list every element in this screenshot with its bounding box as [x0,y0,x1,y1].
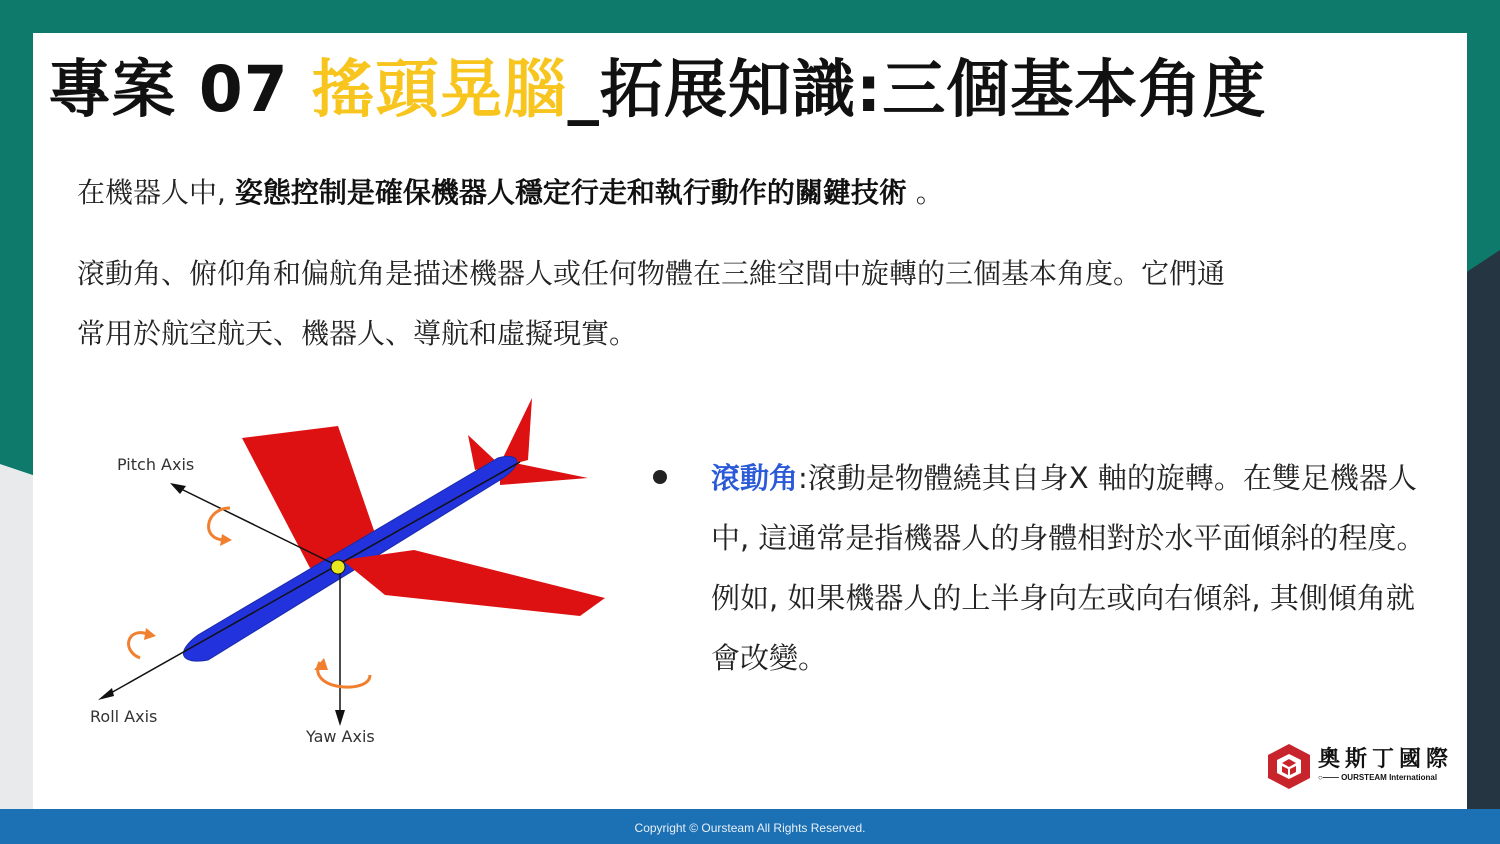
roll-axis-label: Roll Axis [90,707,158,726]
logo-chinese-name: 奧斯丁國際 [1318,747,1454,772]
intro-suffix: 。 [906,176,944,209]
angles-paragraph-line2: 常用於航空航天、機器人、導航和虛擬現實。 [77,317,638,350]
title-highlight: 搖頭晃腦 [311,53,568,126]
copyright-text: Copyright © Oursteam All Rights Reserved. [634,820,866,835]
pitch-axis-label: Pitch Axis [117,455,195,474]
roll-angle-description: :滾動是物體繞其自身X 軸的旋轉。在雙足機器人中, 這通常是指機器人的身體相對於水平面傾斜的程度。例如, 如果機器人的上半身向左或向右傾斜, 其側傾角就會改變。 [711,461,1426,675]
roll-rotation-arrowhead [144,628,156,640]
yaw-rotation-arrowhead [314,658,328,670]
roll-angle-term: 滾動角 [711,461,799,495]
roll-axis-arrowhead [98,688,114,700]
wing-lower [342,550,605,616]
logo-english-name: ○—— OURSTEAM International [1318,773,1438,782]
pitch-axis-arrowhead [170,483,186,494]
slide-title [48,52,1266,128]
oursteam-logo [1266,742,1453,790]
pitch-rotation-arrowhead [220,534,232,546]
title-part2: _拓展知識:三個基本角度 [567,53,1267,126]
footer-bar [0,809,1500,844]
oursteam-cube-icon [1266,742,1312,790]
pitch-rotation-arrow [209,508,230,540]
yaw-axis-label: Yaw Axis [306,727,375,746]
airplane-axes-diagram [80,390,620,760]
angles-paragraph-line1: 滾動角、俯仰角和偏航角是描述機器人或任何物體在三維空間中旋轉的三個基本角度。它們通 [77,257,1226,290]
angles-paragraph [77,244,1225,364]
roll-angle-bullet [711,448,1441,688]
yaw-axis-arrowhead [335,710,345,726]
intro-prefix: 在機器人中, [77,176,235,209]
logo-english-text: OURSTEAM International [1341,773,1438,782]
intro-bold: 姿態控制是確保機器人穩定行走和執行動作的關鍵技術 [234,176,907,209]
bullet-point-icon [653,470,667,484]
intro-paragraph [77,163,944,223]
title-part1: 專案 07 [48,53,312,126]
center-of-gravity-dot [331,560,345,574]
